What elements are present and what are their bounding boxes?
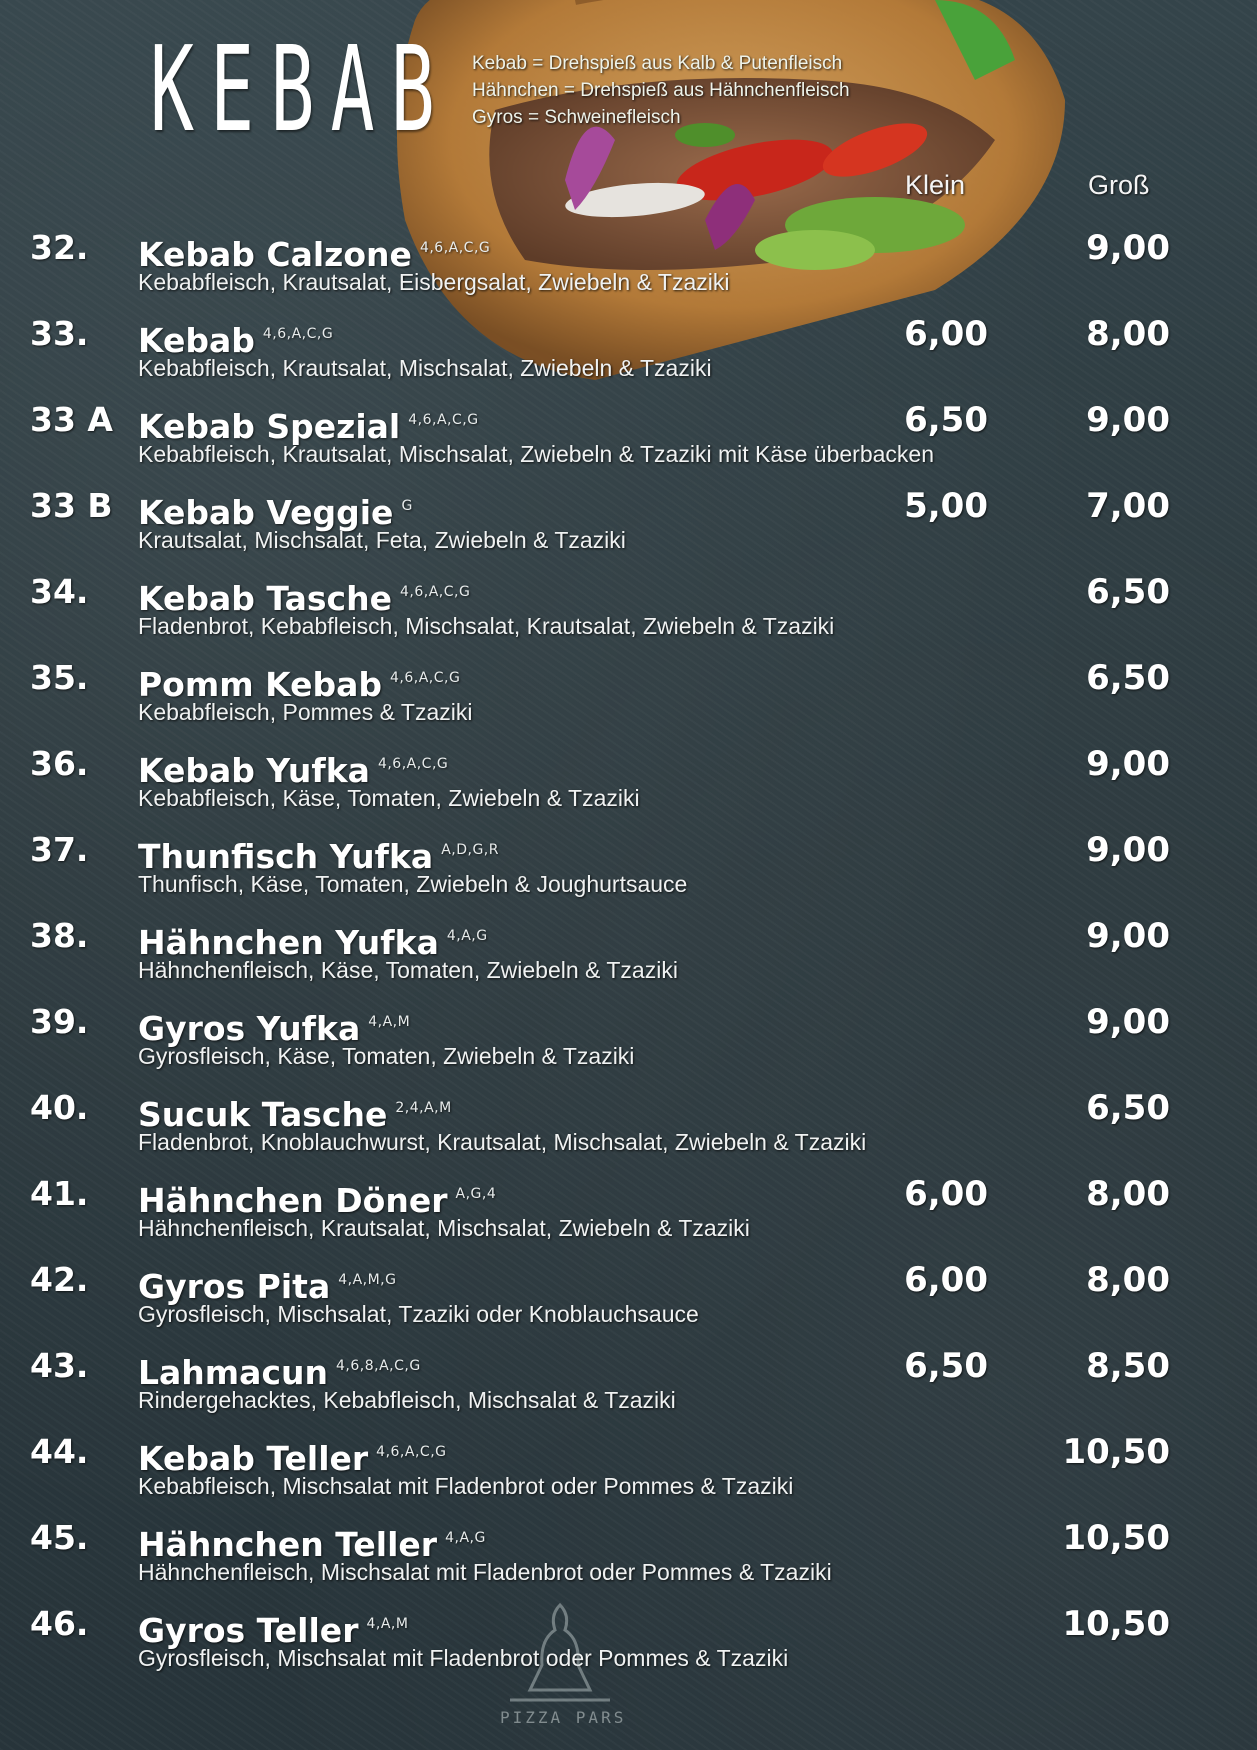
column-header-klein: Klein: [905, 170, 966, 200]
price-gross: 9,00: [1086, 228, 1170, 268]
price-klein: 6,50: [904, 400, 988, 440]
price-gross: 10,50: [1062, 1604, 1170, 1644]
item-description: Gyrosfleisch, Mischsalat, Tzaziki oder Knoblauchsauce: [138, 1301, 699, 1327]
price-gross: 8,00: [1086, 1174, 1170, 1214]
allergen-codes: 4,6,A,C,G: [408, 412, 479, 428]
item-number: 45.: [30, 1518, 89, 1557]
price-klein: 6,50: [904, 1346, 988, 1386]
allergen-codes: 4,A,M: [366, 1616, 409, 1632]
item-number: 34.: [30, 572, 89, 611]
item-number: 35.: [30, 658, 89, 697]
allergen-codes: 4,6,A,C,G: [262, 326, 334, 342]
menu-item: [0, 400, 1257, 486]
price-klein: 6,00: [904, 314, 988, 354]
item-number: 32.: [30, 228, 89, 267]
price-gross: 9,00: [1086, 916, 1170, 956]
item-description: Kebabfleisch, Käse, Tomaten, Zwiebeln & Tzaziki: [138, 785, 640, 811]
item-name-text: Hähnchen Teller: [138, 1525, 438, 1564]
menu-item: [0, 744, 1257, 830]
allergen-codes: 2,4,A,M: [395, 1100, 452, 1116]
price-gross: 9,00: [1086, 744, 1170, 784]
item-number: 33 B: [30, 486, 113, 525]
item-number: 36.: [30, 744, 89, 783]
item-name-text: Thunfisch Yufka: [138, 837, 434, 876]
legend-line-kebab: Kebab = Drehspieß aus Kalb & Putenfleisch: [472, 53, 843, 74]
price-gross: 9,00: [1086, 400, 1170, 440]
item-name-text: Kebab Teller: [138, 1439, 369, 1478]
price-gross: 9,00: [1086, 830, 1170, 870]
item-number: 46.: [30, 1604, 89, 1643]
menu-item: [0, 1088, 1257, 1174]
item-name-text: Kebab Spezial: [138, 407, 401, 446]
item-number: 39.: [30, 1002, 89, 1041]
price-gross: 6,50: [1086, 1088, 1170, 1128]
item-number: 42.: [30, 1260, 89, 1299]
item-name-text: Gyros Yufka: [138, 1009, 361, 1048]
item-name-text: Lahmacun: [138, 1353, 328, 1392]
meat-legend: [472, 50, 850, 131]
price-gross: 8,00: [1086, 1260, 1170, 1300]
menu-item: [0, 830, 1257, 916]
menu-item: [0, 1432, 1257, 1518]
item-number: 40.: [30, 1088, 89, 1127]
item-name-text: Kebab Calzone: [138, 235, 412, 274]
allergen-codes: A,G,4: [455, 1186, 497, 1202]
allergen-codes: 4,A,M,G: [338, 1272, 397, 1288]
item-name-text: Gyros Teller: [138, 1611, 359, 1650]
item-name-text: Gyros Pita: [138, 1267, 331, 1306]
item-number: 44.: [30, 1432, 89, 1471]
allergen-codes: G: [401, 498, 413, 514]
allergen-codes: 4,6,A,C,G: [376, 1444, 447, 1460]
item-name-text: Kebab Veggie: [138, 493, 394, 532]
price-gross: 10,50: [1062, 1432, 1170, 1472]
item-description: Gyrosfleisch, Mischsalat mit Fladenbrot oder Pommes & Tzaziki: [138, 1645, 789, 1671]
price-gross: 6,50: [1086, 658, 1170, 698]
menu-item: [0, 1518, 1257, 1604]
legend-line-gyros: Gyros = Schweinefleisch: [472, 107, 681, 128]
menu-item: [0, 1346, 1257, 1432]
item-number: 38.: [30, 916, 89, 955]
menu-item: [0, 486, 1257, 572]
menu-item: [0, 1002, 1257, 1088]
item-description: Fladenbrot, Kebabfleisch, Mischsalat, Krautsalat, Zwiebeln & Tzaziki: [138, 613, 835, 639]
price-gross: 9,00: [1086, 1002, 1170, 1042]
price-klein: 5,00: [904, 486, 988, 526]
allergen-codes: 4,A,M: [368, 1014, 411, 1030]
item-description: Gyrosfleisch, Käse, Tomaten, Zwiebeln & Tzaziki: [138, 1043, 635, 1069]
allergen-codes: A,D,G,R: [441, 842, 499, 858]
item-description: Rindergehacktes, Kebabfleisch, Mischsalat & Tzaziki: [138, 1387, 676, 1413]
item-number: 43.: [30, 1346, 89, 1385]
menu-item: [0, 1174, 1257, 1260]
menu-item: [0, 572, 1257, 658]
allergen-codes: 4,6,A,C,G: [390, 670, 461, 686]
item-number: 41.: [30, 1174, 89, 1213]
menu-item: [0, 1260, 1257, 1346]
item-description: Krautsalat, Mischsalat, Feta, Zwiebeln & Tzaziki: [138, 527, 626, 553]
price-gross: 10,50: [1062, 1518, 1170, 1558]
price-klein: 6,00: [904, 1260, 988, 1300]
item-number: 37.: [30, 830, 89, 869]
price-gross: 7,00: [1086, 486, 1170, 526]
item-description: Fladenbrot, Knoblauchwurst, Krautsalat, Mischsalat, Zwiebeln & Tzaziki: [138, 1129, 867, 1155]
allergen-codes: 4,6,A,C,G: [419, 240, 491, 256]
price-gross: 8,00: [1086, 314, 1170, 354]
item-description: Kebabfleisch, Krautsalat, Eisbergsalat, Zwiebeln & Tzaziki: [138, 269, 730, 295]
price-gross: 6,50: [1086, 572, 1170, 612]
item-description: Kebabfleisch, Mischsalat mit Fladenbrot oder Pommes & Tzaziki: [138, 1473, 794, 1499]
menu-title: KEBAB: [150, 20, 451, 158]
item-name-text: Kebab Yufka: [138, 751, 370, 790]
item-description: Hähnchenfleisch, Krautsalat, Mischsalat, Zwiebeln & Tzaziki: [138, 1215, 750, 1241]
item-description: Hähnchenfleisch, Käse, Tomaten, Zwiebeln & Tzaziki: [138, 957, 678, 983]
menu-item: [0, 314, 1257, 400]
item-description: Thunfisch, Käse, Tomaten, Zwiebeln & Joughurtsauce: [138, 871, 688, 897]
item-name-text: Hähnchen Yufka: [138, 923, 439, 962]
menu-item: [0, 228, 1257, 314]
menu-item: [0, 658, 1257, 744]
item-name-text: Pomm Kebab: [138, 665, 383, 704]
allergen-codes: 4,6,A,C,G: [377, 756, 449, 772]
logo-text: PIZZA PARS: [500, 1708, 627, 1727]
item-name-text: Kebab Tasche: [138, 579, 392, 618]
item-number: 33.: [30, 314, 89, 353]
item-name-text: Sucuk Tasche: [138, 1095, 388, 1134]
allergen-codes: 4,6,A,C,G: [399, 584, 471, 600]
item-number: 33 A: [30, 400, 113, 439]
allergen-codes: 4,A,G: [445, 1530, 486, 1546]
allergen-codes: 4,6,8,A,C,G: [336, 1358, 421, 1374]
menu-item: [0, 916, 1257, 1002]
item-description: Kebabfleisch, Krautsalat, Mischsalat, Zwiebeln & Tzaziki: [138, 355, 712, 381]
item-name-text: Hähnchen Döner: [138, 1181, 448, 1220]
price-klein: 6,00: [904, 1174, 988, 1214]
item-name-text: Kebab: [138, 321, 255, 360]
item-description: Kebabfleisch, Krautsalat, Mischsalat, Zwiebeln & Tzaziki mit Käse überbacken: [138, 441, 935, 467]
item-description: Hähnchenfleisch, Mischsalat mit Fladenbrot oder Pommes & Tzaziki: [138, 1559, 832, 1585]
allergen-codes: 4,A,G: [446, 928, 488, 944]
column-header-gross: Groß: [1088, 170, 1150, 200]
item-description: Kebabfleisch, Pommes & Tzaziki: [138, 699, 473, 725]
price-gross: 8,50: [1086, 1346, 1170, 1386]
legend-line-haehnchen: Hähnchen = Drehspieß aus Hähnchenfleisch: [472, 80, 850, 101]
